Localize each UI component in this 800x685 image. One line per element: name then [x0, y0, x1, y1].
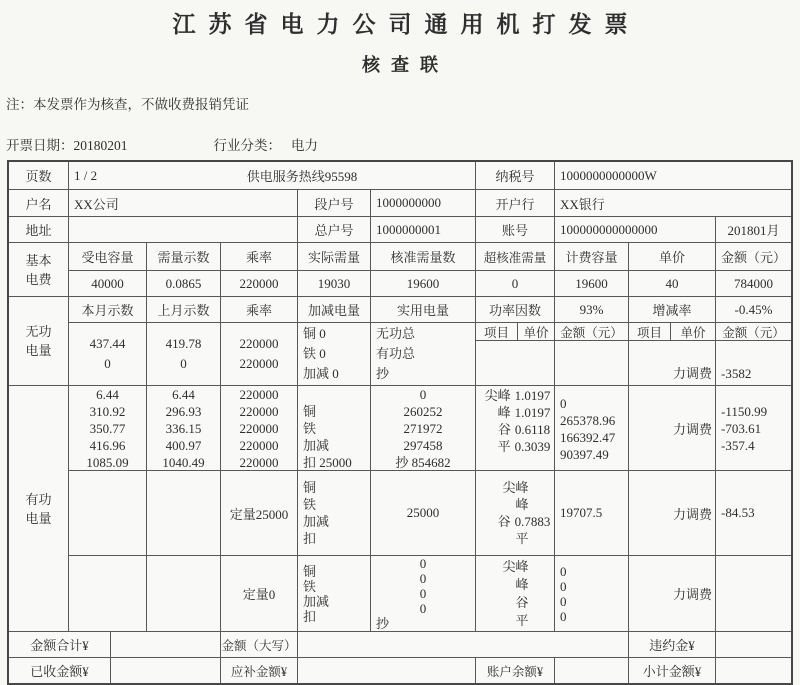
subtotal-label: 小计金额¥: [629, 658, 716, 683]
col-header: 单价: [629, 243, 716, 270]
active-group-2: [69, 471, 791, 556]
g1-usage: 0 260252 271972 297458 抄 854682: [371, 386, 476, 470]
basic-fee-section-label: 基本电费: [9, 243, 69, 296]
received-amount-value: [111, 658, 221, 683]
active-group-3: [69, 556, 791, 631]
reactive-usage: 无功总 有功总 抄: [371, 323, 476, 385]
due-amount-value: [298, 658, 476, 683]
g1-last-month: 6.44 296.93 336.15 400.97 1040.49: [147, 386, 221, 470]
cell-value: 19600: [371, 271, 476, 296]
col-header: 核准需量数: [371, 243, 476, 270]
power-factor-label: 功率因数: [476, 297, 555, 322]
g1-adjust: 铜 铁 加减 扣 25000: [298, 386, 371, 470]
customer-value: XX公司: [69, 190, 298, 216]
cell-value: 0.0865: [147, 271, 221, 296]
cell-value: 220000: [221, 271, 298, 296]
sub-header: 单价: [671, 323, 716, 340]
industry-value: 电力: [291, 138, 318, 153]
reactive-sub-headers: [476, 323, 791, 341]
col-header: 加减电量: [298, 297, 371, 322]
empty-cell: [147, 556, 221, 631]
page-hotline-cell: [69, 162, 476, 189]
account-balance-value: [555, 658, 629, 683]
g3-power-adjust-fee-label: 力调费: [629, 556, 716, 631]
empty-cell: [555, 341, 629, 385]
g3-tariff-items: 尖峰 峰 谷 平: [476, 556, 555, 631]
col-header: 本月示数: [69, 297, 147, 322]
col-header: 实际需量: [298, 243, 371, 270]
account-value: 100000000000000: [555, 217, 716, 242]
active-section-label: 有功电量: [9, 386, 69, 631]
power-factor-value: 93%: [555, 297, 629, 322]
reactive-adjust: 铜 0 铁 0 加减 0: [298, 323, 371, 385]
col-header: 超核准需量: [476, 243, 555, 270]
power-adjust-fee-value: -3582: [721, 366, 752, 381]
subtotal-value: [716, 658, 791, 683]
g3-usage: 0 0 0 0 抄: [371, 556, 476, 631]
change-rate-label: 增减率: [629, 297, 716, 322]
power-adjust-fee-label: 力调费: [629, 341, 716, 385]
amount-in-words-label: 金额（大写）: [221, 632, 298, 657]
reactive-headers: [69, 297, 791, 323]
col-header: 上月示数: [147, 297, 221, 322]
sub-header: 金额（元）: [722, 325, 785, 340]
address-label: 地址: [9, 217, 69, 242]
g1-power-adjust-fee-values: -1150.99 -703.61 -357.4: [721, 403, 768, 453]
empty-cell: [69, 556, 147, 631]
account-label: 账号: [476, 217, 555, 242]
reactive-this-month: 437.44 0: [69, 323, 147, 385]
received-amount-label: 已收金额¥: [9, 658, 111, 683]
cell-value: 19030: [298, 271, 371, 296]
g3-adjust: 铜 铁 加减 扣: [298, 556, 371, 631]
active-group-1: [69, 386, 791, 471]
change-rate-value: -0.45%: [734, 301, 773, 317]
page-label: 页数: [9, 162, 69, 189]
master-no-label: 总户号: [298, 217, 371, 242]
invoice-table: [7, 160, 793, 685]
row-customer: [9, 190, 791, 217]
tax-no-label: 纳税号: [476, 162, 555, 189]
penalty-label: 违约金¥: [629, 632, 716, 657]
g2-usage: 25000: [371, 471, 476, 555]
copy-type-subtitle: 核查联: [362, 55, 449, 75]
tax-no-value: 1000000000000W: [560, 167, 657, 183]
col-header: 受电容量: [69, 243, 147, 270]
sub-header: 金额（元）: [555, 323, 629, 340]
section-basic-fee: [9, 243, 791, 297]
master-no-value: 1000000001: [371, 217, 476, 242]
cell-value: 19600: [555, 271, 629, 296]
page-value: 1 / 2: [74, 167, 98, 183]
section-active-energy: [9, 386, 791, 632]
col-header: 计费容量: [555, 243, 629, 270]
customer-label: 户名: [9, 190, 69, 216]
cell-value: 784000: [734, 275, 773, 291]
g3-amounts: 0 0 0 0: [555, 556, 629, 631]
g2-quota: 定量25000: [221, 471, 298, 555]
sub-header: 单价: [518, 323, 555, 340]
g2-adjust: 铜 铁 加减 扣: [298, 471, 371, 555]
row-received: [9, 658, 791, 683]
col-header: 乘率: [221, 297, 298, 322]
section-no-value: 1000000000: [371, 190, 476, 216]
empty-cell: [147, 471, 221, 555]
basic-fee-values: [69, 271, 791, 296]
g3-quota: 定量0: [221, 556, 298, 631]
cell-value: 40: [629, 271, 716, 296]
total-amount-label: 金额合计¥: [9, 632, 111, 657]
account-balance-label: 账户余额¥: [476, 658, 555, 683]
issue-date-label: 开票日期：: [6, 138, 74, 153]
cell-value: 0: [476, 271, 555, 296]
address-value: [69, 217, 298, 242]
g3-power-adjust-fee-value: [716, 556, 791, 631]
col-header: 实用电量: [371, 297, 476, 322]
g2-amount: 19707.5: [555, 471, 629, 555]
due-amount-label: 应补金额¥: [221, 658, 298, 683]
g1-amounts: 0 265378.96 166392.47 90397.49: [555, 386, 629, 470]
g1-tariff-items: 尖峰 1.0197 峰 1.0197 谷 0.6118 平 0.3039: [476, 386, 555, 470]
sub-header: 项目: [629, 323, 671, 340]
reactive-last-month: 419.78 0: [147, 323, 221, 385]
empty-cell: [69, 471, 147, 555]
row-page: [9, 162, 791, 190]
g2-power-adjust-fee-label: 力调费: [629, 471, 716, 555]
col-header: 需量示数: [147, 243, 221, 270]
g2-power-adjust-fee-value: -84.53: [721, 505, 755, 520]
hotline: 供电服务热线95598: [246, 169, 358, 184]
bank-value: XX银行: [560, 196, 605, 212]
amount-in-words-value: [298, 632, 629, 657]
invoice-title: 江苏省电力公司通用机打发票: [172, 12, 641, 37]
g1-power-adjust-fee-label: 力调费: [629, 386, 716, 470]
industry-label: 行业分类：: [213, 138, 281, 153]
cell-value: 40000: [69, 271, 147, 296]
row-address: [9, 217, 791, 243]
reactive-section-label: 无功电量: [9, 297, 69, 385]
invoice-meta: [6, 134, 318, 154]
col-header: 金额（元）: [720, 250, 786, 265]
g1-multiplier: 220000 220000 220000 220000 220000: [221, 386, 298, 470]
g2-tariff-items: 尖峰 峰 谷 0.7883 平: [476, 471, 555, 555]
reactive-fee-row: [476, 341, 791, 385]
penalty-value: [716, 632, 791, 657]
issue-date-value: 20180201: [73, 138, 128, 153]
billing-period: 201801月: [727, 223, 780, 238]
g1-this-month: 6.44 310.92 350.77 416.96 1085.09: [69, 386, 147, 470]
sub-header: 项目: [476, 323, 518, 340]
reactive-data: [69, 323, 791, 385]
section-no-label: 段户号: [298, 190, 371, 216]
empty-cell: [476, 341, 555, 385]
verification-note: 注：本发票作为核查，不做收费报销凭证: [6, 97, 249, 112]
basic-fee-headers: [69, 243, 791, 271]
section-reactive-energy: [9, 297, 791, 386]
row-total: [9, 632, 791, 658]
reactive-multiplier: 220000 220000: [221, 323, 298, 385]
col-header: 乘率: [221, 243, 298, 270]
total-amount-value: [111, 632, 221, 657]
bank-label: 开户行: [476, 190, 555, 216]
